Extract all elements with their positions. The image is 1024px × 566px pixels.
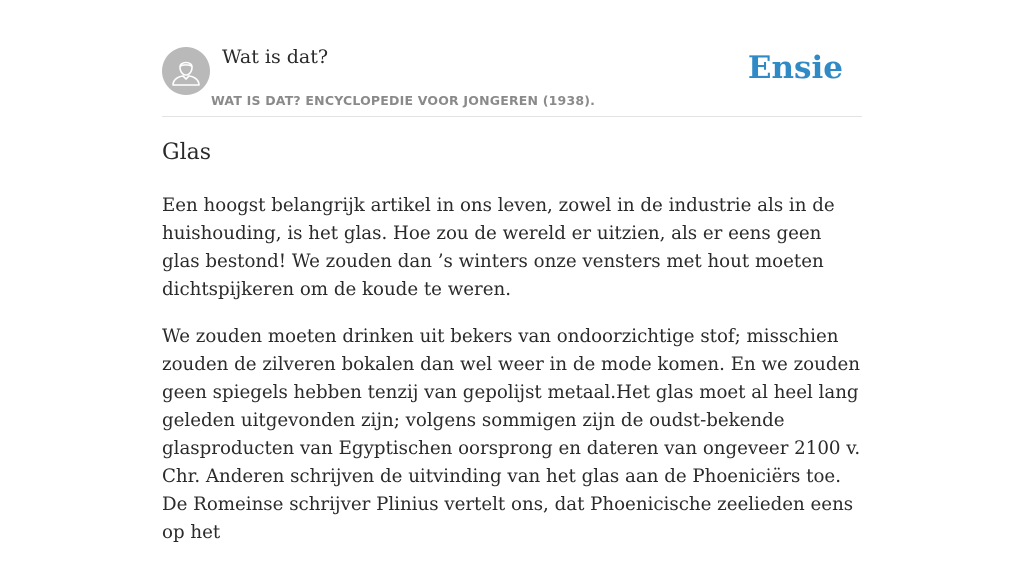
article-title: Glas <box>162 140 212 165</box>
person-icon <box>162 47 210 95</box>
article-paragraph: De Romeinse schrijver Plinius vertelt ons, dat Phoenicische zeelieden eens op het <box>162 494 854 543</box>
article-header <box>162 0 862 117</box>
article-paragraph: Een hoogst belangrijk artikel in ons leven, zowel in de industrie als in de huishouding, is het glas. Hoe zou de wereld er uitzien, als er eens geen glas bestond! We zouden dan ’s winters onze vensters met hout moeten dichtspijkeren om de koude te weren. <box>162 195 835 300</box>
article-paragraph: We zouden moeten drinken uit bekers van ondoorzichtige stof; misschien zouden de zilveren bokalen dan wel weer in de mode komen. En we zouden geen spiegels hebben tenzij van gepolijst metaal.Het glas moet al heel lang geleden uitgevonden zijn; volgens sommigen zijn de oudst-bekende glasproducten van Egyptischen oorsprong en dateren van ongeveer 2100 v. Chr. Anderen schrijven de uitvinding van het glas aan de Phoeniciërs toe. <box>162 326 861 487</box>
article-page <box>162 0 862 543</box>
source-subtitle[interactable]: WAT IS DAT? ENCYCLOPEDIE VOOR JONGEREN (1938). <box>211 93 596 108</box>
avatar[interactable] <box>162 47 210 95</box>
article-body <box>162 192 864 566</box>
brand-logo-link[interactable]: Ensie <box>747 50 843 86</box>
source-title[interactable]: Wat is dat? <box>222 46 329 68</box>
